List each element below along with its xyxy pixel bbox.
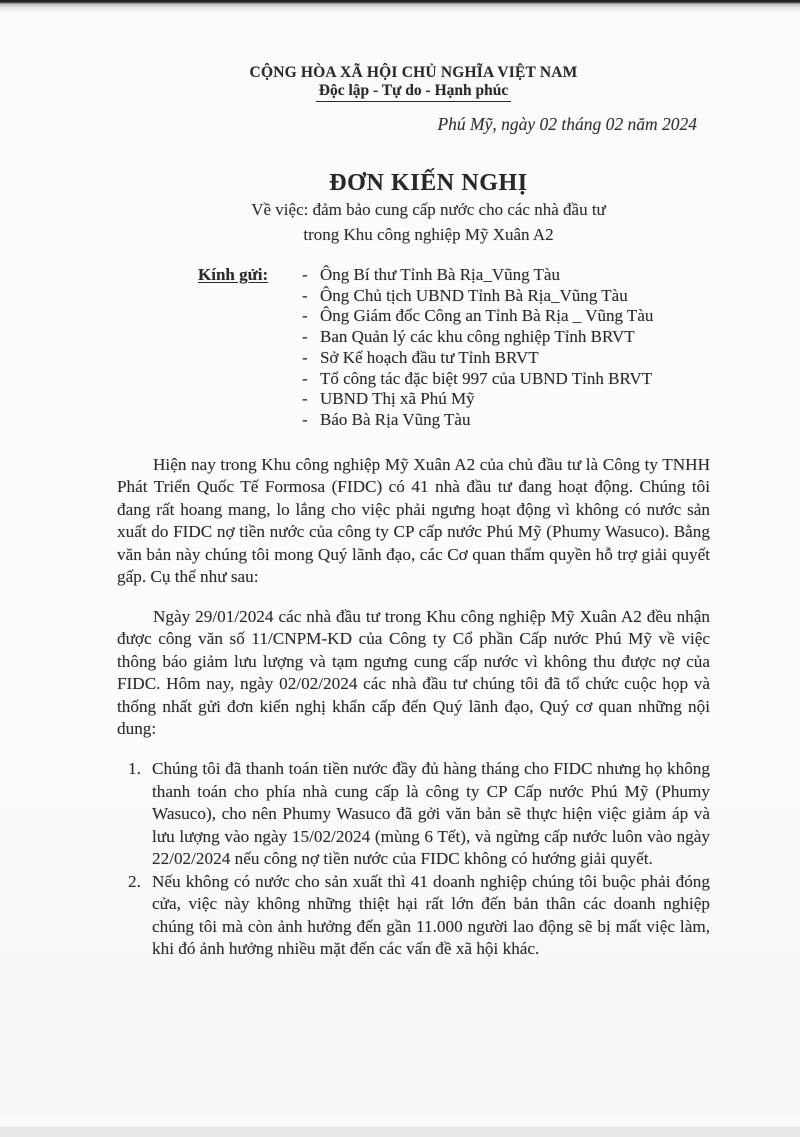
national-header bbox=[117, 0, 710, 102]
recipient-item bbox=[302, 286, 710, 307]
recipient-text: Ông Bí thư Tỉnh Bà Rịa_Vũng Tàu bbox=[320, 265, 560, 284]
paragraph-intro: Hiện nay trong Khu công nghiệp Mỹ Xuân A2 của chủ đầu tư là Công ty TNHH Phát Triển Quốc Tế Formosa (FIDC) có 41 nhà đầu tư đang hoạt động. Chúng tôi đang rất hoang mang, lo lắng cho việc phải ngưng hoạt động vì không có nước sản xuất do FIDC nợ tiền nước của công ty CP cấp nước Phú Mỹ (Phumy Wasuco). Bằng văn bản này chúng tôi mong Quý lãnh đạo, các Cơ quan thẩm quyền hỗ trợ giải quyết gấp. Cụ thể như sau: bbox=[117, 454, 710, 587]
national-motto-line1: CỘNG HÒA XÃ HỘI CHỦ NGHĨA VIỆT NAM bbox=[249, 64, 578, 81]
paragraph-background: Ngày 29/01/2024 các nhà đầu tư trong Khu công nghiệp Mỹ Xuân A2 đều nhận được công văn số 11/CNPM-KD của Công ty Cổ phần Cấp nước Phú Mỹ về việc thông báo giảm lưu lượng và tạm ngưng cung cấp nước vì không thu được nợ của FIDC. Hôm nay, ngày 02/02/2024 các nhà đầu tư chúng tôi đã tổ chức cuộc họp và thống nhất gửi đơn kiến nghị khẩn cấp đến Quý lãnh đạo, Quý cơ quan những nội dung: bbox=[117, 606, 710, 739]
petition-point bbox=[117, 871, 710, 961]
recipients-label: Kính gửi: bbox=[198, 265, 269, 284]
dash-bullet: - bbox=[302, 285, 308, 305]
recipient-text: Ông Giám đốc Công an Tỉnh Bà Rịa _ Vũng Tàu bbox=[320, 306, 654, 326]
list-number: 2. bbox=[128, 871, 141, 891]
document-subtitle-line2: trong Khu công nghiệp Mỹ Xuân A2 bbox=[303, 224, 554, 244]
recipient-text: UBND Thị xã Phú Mỹ bbox=[320, 389, 475, 409]
recipient-item bbox=[302, 369, 710, 390]
recipient-text: Sở Kế hoạch đầu tư Tỉnh BRVT bbox=[320, 347, 539, 367]
recipient-item bbox=[302, 306, 710, 327]
place-date-line: Phú Mỹ, ngày 02 tháng 02 năm 2024 bbox=[437, 114, 697, 134]
recipient-item bbox=[302, 327, 710, 348]
dash-bullet: - bbox=[302, 347, 308, 367]
recipients-list bbox=[302, 265, 710, 431]
dash-bullet: - bbox=[302, 389, 308, 409]
recipient-text: Ông Chủ tịch UBND Tỉnh Bà Rịa_Vũng Tàu bbox=[320, 285, 628, 305]
national-motto-line2: Độc lập - Tự do - Hạnh phúc bbox=[316, 82, 511, 102]
petition-point-text: Nếu không có nước cho sản xuất thì 41 doanh nghiệp chúng tôi buộc phải đóng cửa, việc này không những thiệt hại rất lớn đến bản thân các doanh nghiệp chúng tôi mà còn ảnh hưởng đến gần 11.000 người lao động sẽ bị mất việc làm, khi đó ảnh hưởng nhiều mặt đến các vấn đề xã hội khác. bbox=[152, 871, 710, 958]
dash-bullet: - bbox=[302, 265, 308, 284]
dash-bullet: - bbox=[302, 327, 308, 347]
recipient-item bbox=[302, 389, 710, 410]
recipient-item bbox=[302, 348, 710, 369]
recipient-text: Ban Quản lý các khu công nghiệp Tỉnh BRVT bbox=[320, 327, 635, 347]
recipient-item bbox=[302, 265, 710, 286]
recipient-item bbox=[302, 410, 710, 431]
title-block bbox=[132, 169, 725, 246]
recipient-text: Báo Bà Rịa Vũng Tàu bbox=[320, 409, 471, 429]
document-subtitle-line1: Về việc: đảm bảo cung cấp nước cho các nhà đầu tư bbox=[251, 200, 606, 219]
document-body bbox=[117, 0, 710, 961]
dash-bullet: - bbox=[302, 368, 308, 388]
scan-bottom-edge bbox=[0, 1126, 800, 1137]
dash-bullet: - bbox=[302, 409, 308, 429]
recipient-text: Tổ công tác đặc biệt 997 của UBND Tỉnh BRVT bbox=[320, 368, 653, 388]
recipients-section bbox=[117, 265, 710, 431]
petition-points-list bbox=[117, 758, 710, 961]
list-number: 1. bbox=[128, 759, 141, 778]
dash-bullet: - bbox=[302, 306, 308, 326]
petition-point-text: Chúng tôi đã thanh toán tiền nước đầy đủ hàng tháng cho FIDC nhưng họ không thanh toán cho phía nhà cung cấp là công ty CP Cấp nước Phú Mỹ (Phumy Wasuco), cho nên Phumy Wasuco đã gởi văn bản sẽ thực hiện việc giảm áp và lưu lượng vào ngày 15/02/2024 (mùng 6 Tết), và ngừng cấp nước luôn vào ngày 22/02/2024 nếu công nợ tiền nước của FIDC không có hướng giải quyết. bbox=[152, 759, 710, 868]
petition-point bbox=[117, 758, 710, 871]
document-title: ĐƠN KIẾN NGHỊ bbox=[329, 170, 528, 196]
